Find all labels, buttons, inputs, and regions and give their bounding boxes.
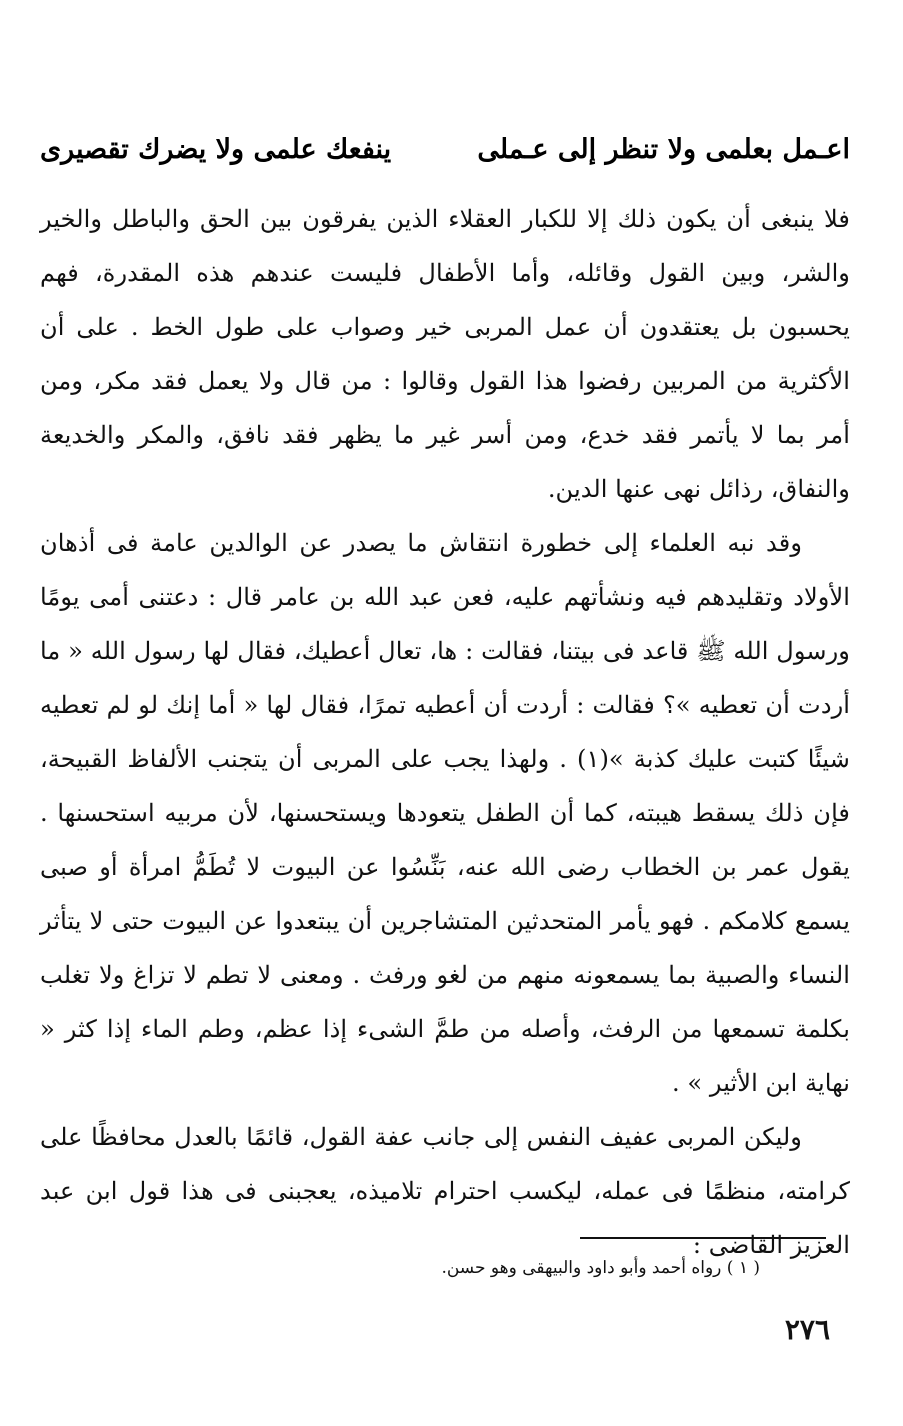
poetry-verse <box>40 122 850 176</box>
page-number: ٢٧٦ <box>784 1313 830 1346</box>
footnote: ( ١ ) رواه أحمد وأبو داود والبيهقى وهو حسن. <box>441 1258 760 1278</box>
body-text <box>40 192 850 1272</box>
footnote-divider <box>580 1237 826 1239</box>
paragraph-2: وقد نبه العلماء إلى خطورة انتقاش ما يصدر عن الوالدين عامة فى أذهان الأولاد وتقليدهم فيه ونشأتهم عليه، فعن عبد الله بن عامر قال : دعتنى أمى يومًا ورسول الله ﷺ قاعد فى بيتنا، فقالت : ها، تعال أعطيك، فقال لها رسول الله « ما أردت أن تعطيه »؟ فقالت : أردت أن أعطيه تمرًا، فقال لها « أما إنك لو لم تعطيه شيئًا كتبت عليك كذبة »(١) . ولهذا يجب على المربى أن يتجنب الألفاظ القبيحة، فإن ذلك يسقط هيبته، كما أن الطفل يتعودها ويستحسنها، لأن مربيه استحسنها . يقول عمر بن الخطاب رضى الله عنه، بَنِّسُوا عن البيوت لا تُطَمُّ امرأة أو صبى يسمع كلامكم . فهو يأمر المتحدثين المتشاجرين أن يبتعدوا عن البيوت حتى لا يتأثر النساء والصبية بما يسمعونه منهم من لغو ورفث . ومعنى لا تطم لا تزاغ ولا تغلب بكلمة تسمعها من الرفث، وأصله من طمَّ الشىء إذا عظم، وطم الماء إذا كثر « نهاية ابن الأثير » . <box>40 529 850 1097</box>
paragraph-3: وليكن المربى عفيف النفس إلى جانب عفة القول، قائمًا بالعدل محافظًا على كرامته، منظمًا فى عمله، ليكسب احترام تلاميذه، يعجبنى فى هذا قول ابن عبد العزيز القاضى : <box>40 1123 850 1259</box>
verse-first-hemistich: اعـمل بعلمى ولا تنظر إلى عـملى <box>477 133 850 165</box>
paragraph-1: فلا ينبغى أن يكون ذلك إلا للكبار العقلاء الذين يفرقون بين الحق والباطل والخير والشر، وبين القول وقائله، وأما الأطفال فليست عندهم هذه المقدرة، فهم يحسبون بل يعتقدون أن عمل المربى خير وصواب على طول الخط . على أن الأكثرية من المربين رفضوا هذا القول وقالوا : من قال ولا يعمل فقد مكر، ومن أمر بما لا يأتمر فقد خدع، ومن أسر غير ما يظهر فقد نافق، والمكر والخديعة والنفاق، رذائل نهى عنها الدين. <box>40 205 850 503</box>
verse-second-hemistich: ينفعك علمى ولا يضرك تقصيرى <box>40 133 392 165</box>
